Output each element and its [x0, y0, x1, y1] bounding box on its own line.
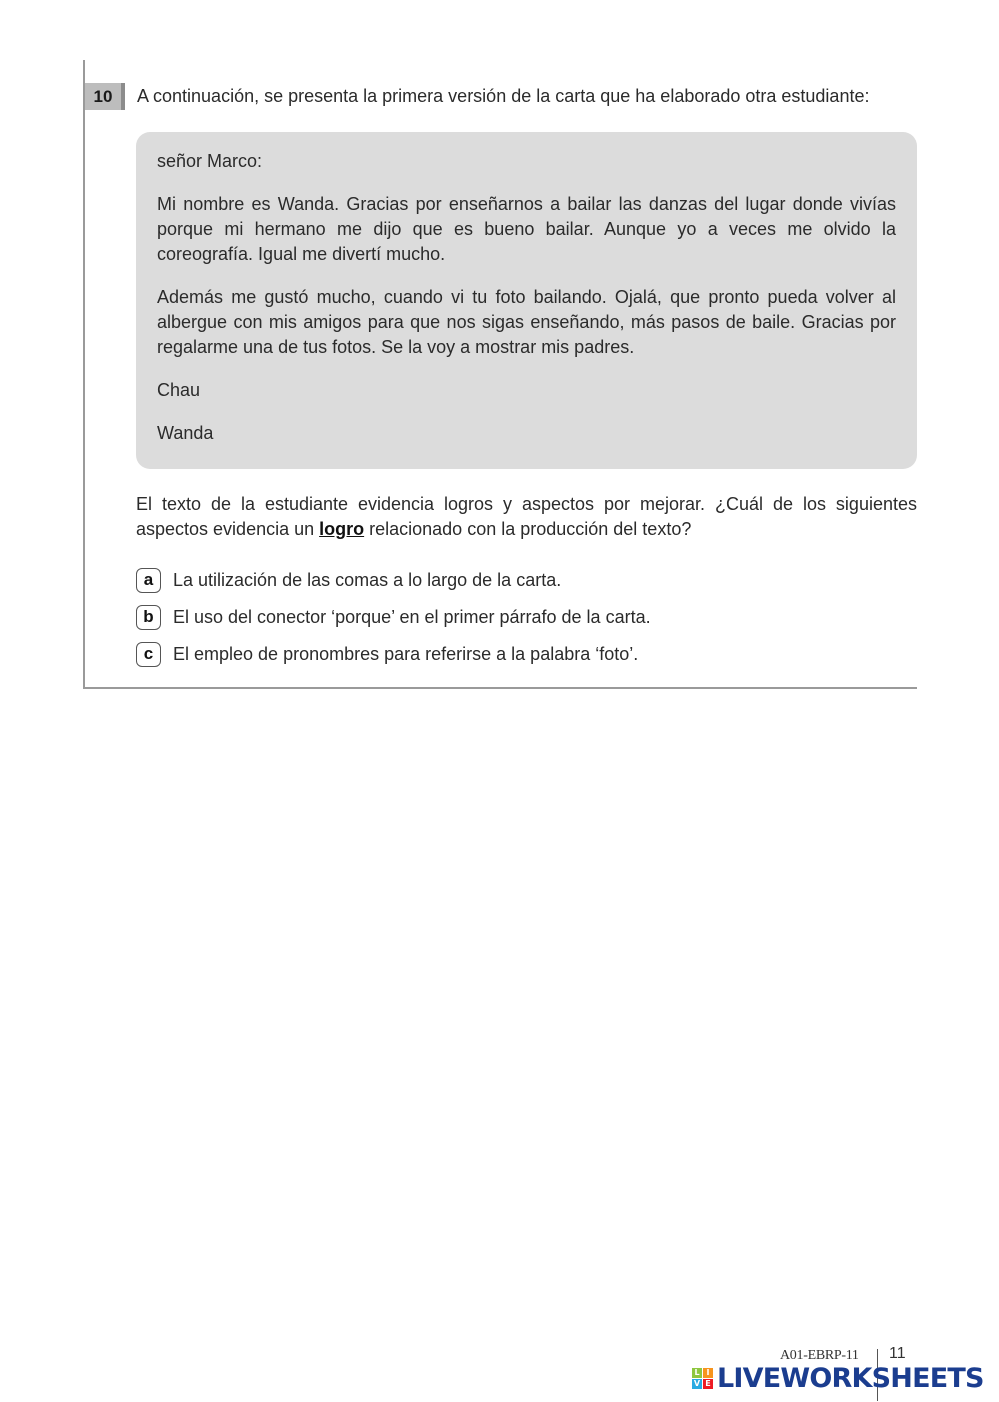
- question-prompt: [136, 492, 917, 542]
- logo-mark-v: V: [693, 1378, 701, 1388]
- footer-code: A01-EBRP-11: [780, 1348, 859, 1363]
- letter-greeting: señor Marco:: [157, 151, 263, 171]
- option-c[interactable]: [136, 641, 917, 667]
- prompt-text: El texto de la estudiante evidencia logros y aspectos por mejorar. ¿Cuál de los siguientes aspectos evidencia un: [136, 494, 917, 539]
- liveworksheets-logo-icon: [692, 1368, 713, 1389]
- option-a-text: La utilización de las comas a lo largo de la carta.: [173, 569, 562, 590]
- letter-paragraph-2: Además me gustó mucho, cuando vi tu foto bailando. Ojalá, que pronto pueda volver al albergue con mis amigos para que nos sigas enseñando, más pasos de baile. Gracias por regalarme una de tus fotos. Se la voy a mostrar mis padres.: [157, 287, 896, 357]
- option-c-text: El empleo de pronombres para referirse a la palabra ‘foto’.: [173, 643, 639, 664]
- option-c-badge[interactable]: c: [136, 642, 161, 667]
- letter-box: [136, 132, 917, 469]
- logo-mark-l: L: [692, 1368, 702, 1378]
- letter-signature: Wanda: [157, 423, 214, 443]
- letter-closing: Chau: [157, 380, 201, 400]
- liveworksheets-wordmark: LIVEWORKSHEETS: [717, 1362, 984, 1394]
- option-a[interactable]: [136, 567, 917, 593]
- page-number: 11: [889, 1345, 906, 1362]
- logo-mark-e: E: [703, 1379, 713, 1389]
- liveworksheets-logo: [692, 1364, 984, 1392]
- question-intro: A continuación, se presenta la primera versión de la carta que ha elaborado otra estudiante:: [137, 86, 870, 106]
- option-a-badge[interactable]: a: [136, 568, 161, 593]
- option-b-text: El uso del conector ‘porque’ en el primer párrafo de la carta.: [173, 606, 651, 627]
- logo-mark-i: I: [703, 1368, 713, 1378]
- prompt-keyword: logro: [319, 519, 365, 539]
- question-number: 10: [85, 83, 125, 110]
- prompt-text-end: relacionado con la producción del texto?: [364, 519, 692, 539]
- letter-paragraph-1: Mi nombre es Wanda. Gracias por enseñarnos a bailar las danzas del lugar donde vivías porque mi hermano me dijo que es bueno bailar. Aunque yo a veces me olvido la coreografía. Igual me divertí mucho.: [157, 194, 896, 264]
- option-b-badge[interactable]: b: [136, 605, 161, 630]
- option-b[interactable]: [136, 604, 917, 630]
